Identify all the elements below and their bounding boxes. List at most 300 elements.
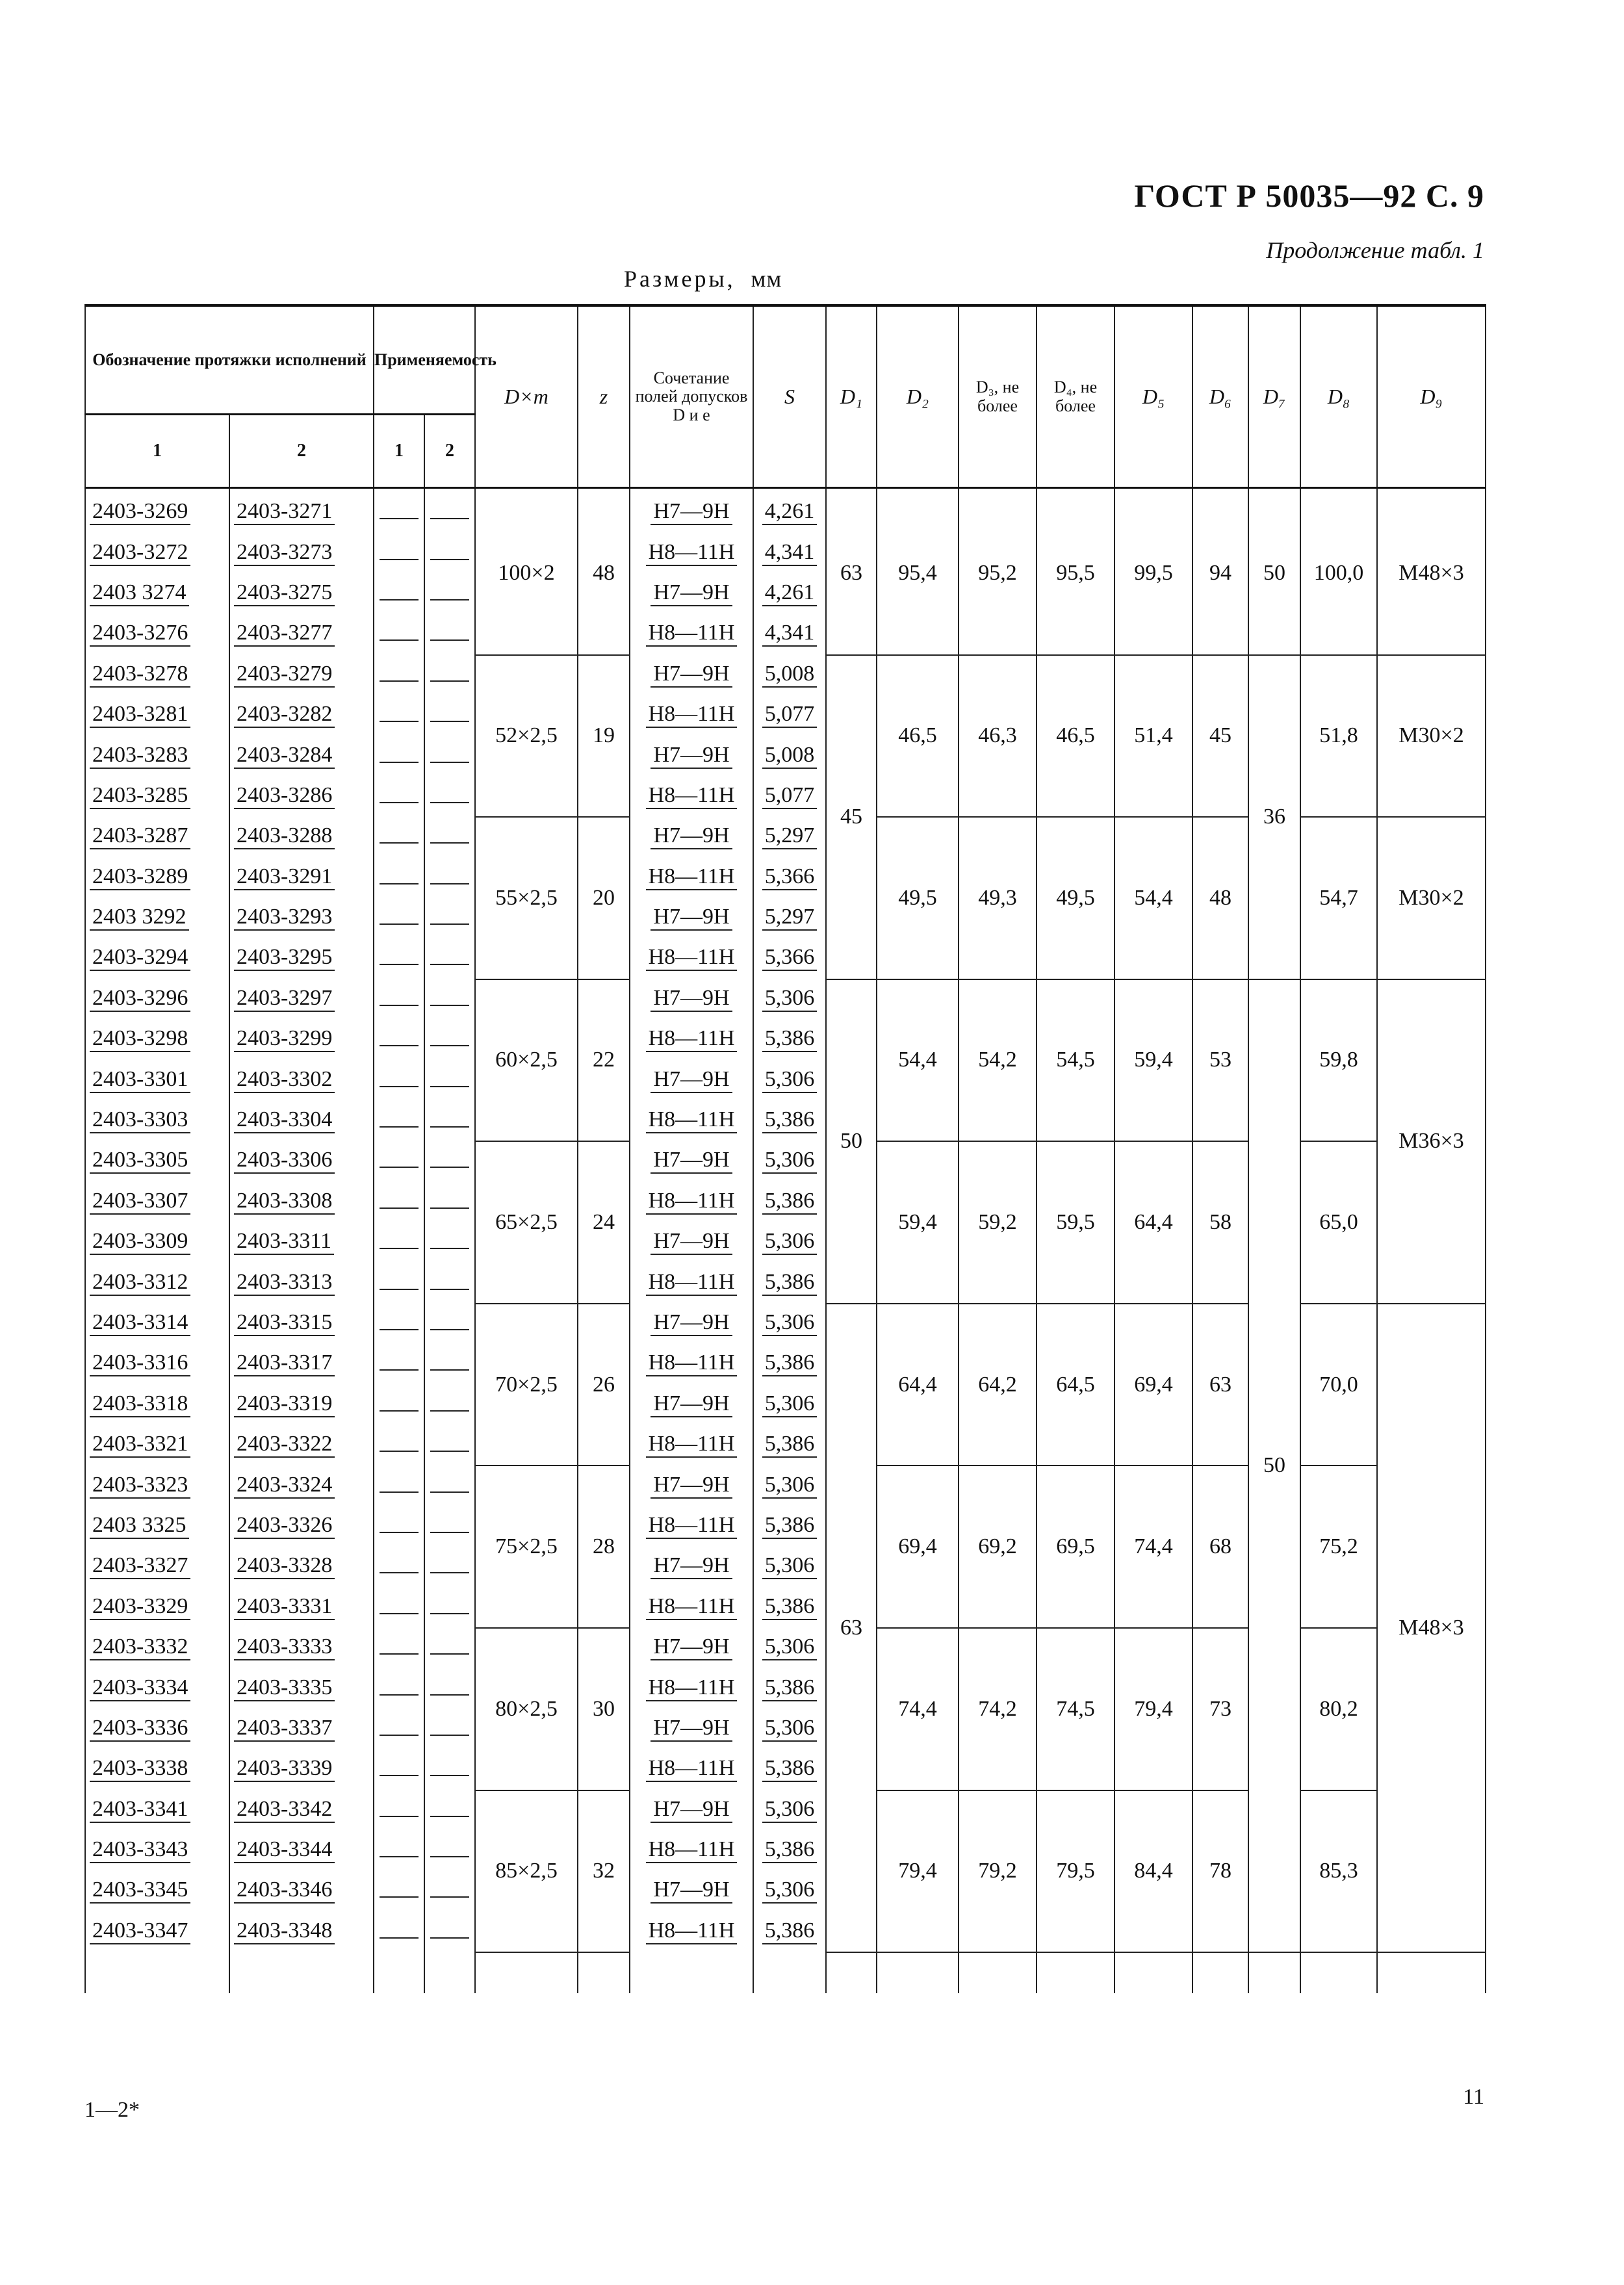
blank-line <box>380 747 419 763</box>
designation-2: 2403-3302 <box>234 1068 335 1093</box>
blank-line <box>380 1396 419 1412</box>
s-value: 4,341 <box>762 622 818 647</box>
d7-cell: 50 <box>1248 488 1300 655</box>
d4-cell: 79,5 <box>1037 1790 1115 1953</box>
designation-2-cell <box>229 1222 374 1263</box>
s-cell <box>753 1263 826 1303</box>
designation-1-cell <box>85 1628 229 1668</box>
designation-1: 2403-3318 <box>90 1393 190 1417</box>
blank-line <box>380 1558 419 1573</box>
blank-line <box>380 1599 419 1614</box>
blank-line <box>430 1558 469 1573</box>
applicability-1-cell <box>374 1668 424 1709</box>
s-cell <box>753 1060 826 1100</box>
s-value: 5,306 <box>762 1879 818 1904</box>
applicability-2-cell <box>424 1547 475 1587</box>
s-cell <box>753 858 826 898</box>
blank-line <box>380 1355 419 1371</box>
s-cell <box>753 1020 826 1060</box>
tolerance-value: H7—9H <box>651 582 732 606</box>
s-value: 5,386 <box>762 1190 818 1215</box>
empty-cell <box>229 1952 374 1993</box>
s-cell <box>753 1709 826 1749</box>
z-cell: 26 <box>578 1304 630 1466</box>
applicability-2-cell <box>424 1304 475 1344</box>
empty-cell <box>753 1952 826 1993</box>
d1-cell: 63 <box>826 1304 877 1952</box>
designation-1: 2403-3278 <box>90 663 190 688</box>
designation-1-cell <box>85 1060 229 1100</box>
s-cell <box>753 1668 826 1709</box>
applicability-1-cell <box>374 817 424 857</box>
blank-line <box>430 990 469 1006</box>
designation-1: 2403-3329 <box>90 1595 190 1620</box>
d8-cell: 51,8 <box>1300 655 1377 818</box>
blank-line <box>430 747 469 763</box>
tolerance-cell <box>630 817 753 857</box>
applicability-1-cell <box>374 1263 424 1303</box>
s-value: 5,306 <box>762 1149 818 1174</box>
s-cell <box>753 1425 826 1465</box>
d8-cell: 70,0 <box>1300 1304 1377 1466</box>
s-value: 5,077 <box>762 784 818 809</box>
designation-2-cell <box>229 1506 374 1547</box>
designation-1-cell <box>85 1831 229 1871</box>
blank-line <box>430 625 469 641</box>
empty-cell <box>1115 1952 1192 1993</box>
tolerance-value: H7—9H <box>651 663 732 688</box>
applicability-1-cell <box>374 1182 424 1222</box>
applicability-1-cell <box>374 1344 424 1384</box>
s-value: 5,366 <box>762 866 818 890</box>
d4-cell: 54,5 <box>1037 979 1115 1142</box>
footer-signature: 1—2* <box>84 2098 140 2122</box>
blank-line <box>430 1355 469 1371</box>
designation-2-cell <box>229 1060 374 1100</box>
designation-1-cell <box>85 1304 229 1344</box>
applicability-1-cell <box>374 1385 424 1425</box>
tolerance-cell <box>630 1304 753 1344</box>
blank-line <box>430 706 469 722</box>
applicability-1-cell <box>374 938 424 979</box>
applicability-1-cell <box>374 858 424 898</box>
s-cell <box>753 777 826 817</box>
designation-2-cell <box>229 1790 374 1831</box>
tolerance-value: H8—11H <box>646 1757 738 1782</box>
s-cell <box>753 1588 826 1628</box>
empty-cell <box>1248 1952 1300 1993</box>
d2-cell: 69,4 <box>877 1465 959 1628</box>
tolerance-value: H8—11H <box>646 946 738 971</box>
designation-1: 2403-3283 <box>90 744 190 769</box>
blank-line <box>430 1193 469 1209</box>
tolerance-cell <box>630 1547 753 1587</box>
designation-1-cell <box>85 1101 229 1141</box>
tolerance-cell <box>630 1020 753 1060</box>
s-value: 5,306 <box>762 1474 818 1499</box>
s-cell <box>753 1831 826 1871</box>
designation-1-cell <box>85 1749 229 1790</box>
blank-line <box>380 869 419 884</box>
designation-1: 2403-3281 <box>90 703 190 728</box>
blank-line <box>380 788 419 803</box>
designation-1: 2403-3336 <box>90 1717 190 1742</box>
designation-1-cell <box>85 979 229 1020</box>
s-value: 5,008 <box>762 663 818 688</box>
dxm-cell: 85×2,5 <box>475 1790 578 1953</box>
designation-2: 2403-3291 <box>234 866 335 890</box>
designation-1: 2403-3305 <box>90 1149 190 1174</box>
tolerance-cell <box>630 898 753 938</box>
applicability-2-cell <box>424 1263 475 1303</box>
s-value: 5,306 <box>762 1230 818 1255</box>
blank-line <box>430 1152 469 1168</box>
tolerance-cell <box>630 1465 753 1506</box>
designation-2: 2403-3299 <box>234 1027 335 1052</box>
designation-1-cell <box>85 858 229 898</box>
applicability-2-cell <box>424 1749 475 1790</box>
d2-cell: 95,4 <box>877 488 959 655</box>
tolerance-value: H8—11H <box>646 541 738 566</box>
s-cell <box>753 655 826 695</box>
applicability-2-cell <box>424 898 475 938</box>
tolerance-cell <box>630 1668 753 1709</box>
units-label <box>624 265 782 292</box>
blank-line <box>430 1923 469 1939</box>
s-value: 4,261 <box>762 582 818 606</box>
designation-1-cell <box>85 736 229 776</box>
blank-line <box>430 949 469 965</box>
d1-cell: 50 <box>826 979 877 1304</box>
designation-2-cell <box>229 1465 374 1506</box>
tolerance-cell <box>630 858 753 898</box>
page-number: 11 <box>1463 2085 1484 2109</box>
blank-line <box>380 949 419 965</box>
designation-1-cell <box>85 1020 229 1060</box>
s-value: 5,386 <box>762 1271 818 1296</box>
s-value: 5,386 <box>762 1514 818 1539</box>
designation-2: 2403-3346 <box>234 1879 335 1904</box>
blank-line <box>380 1923 419 1939</box>
z-cell: 24 <box>578 1141 630 1304</box>
designation-2: 2403-3322 <box>234 1433 335 1458</box>
designation-2: 2403-3284 <box>234 744 335 769</box>
d3-cell: 46,3 <box>959 655 1037 818</box>
designation-2-cell <box>229 1425 374 1465</box>
applicability-1-cell <box>374 1790 424 1831</box>
table-tail <box>85 1952 1486 1993</box>
designation-2-cell <box>229 1141 374 1181</box>
d4-cell: 95,5 <box>1037 488 1115 655</box>
applicability-1-cell <box>374 1425 424 1465</box>
s-value: 4,261 <box>762 500 818 525</box>
blank-line <box>380 1720 419 1736</box>
dxm-cell: 100×2 <box>475 488 578 655</box>
designation-2: 2403-3315 <box>234 1311 335 1336</box>
empty-cell <box>475 1952 578 1993</box>
d8-cell: 54,7 <box>1300 817 1377 979</box>
d4-cell: 69,5 <box>1037 1465 1115 1628</box>
applicability-2-cell <box>424 533 475 573</box>
applicability-2-cell <box>424 1790 475 1831</box>
designation-1: 2403-3312 <box>90 1271 190 1296</box>
designation-1-cell <box>85 695 229 736</box>
s-value: 5,306 <box>762 1311 818 1336</box>
applicability-1-cell <box>374 777 424 817</box>
applicability-2-cell <box>424 777 475 817</box>
table-body <box>85 488 1486 1994</box>
dxm-cell: 80×2,5 <box>475 1628 578 1790</box>
designation-1-cell <box>85 488 229 534</box>
tolerance-value: H7—9H <box>651 1230 732 1255</box>
blank-line <box>430 585 469 600</box>
designation-1-cell <box>85 777 229 817</box>
designation-2-cell <box>229 1749 374 1790</box>
col-d7: D₇ <box>1248 305 1300 488</box>
applicability-1-cell <box>374 736 424 776</box>
s-cell <box>753 1344 826 1384</box>
d8-cell: 59,8 <box>1300 979 1377 1142</box>
col-d8: D₈ <box>1300 305 1377 488</box>
z-cell: 19 <box>578 655 630 818</box>
dxm-cell: 70×2,5 <box>475 1304 578 1466</box>
designation-2-cell <box>229 1588 374 1628</box>
d2-cell: 46,5 <box>877 655 959 818</box>
z-cell: 32 <box>578 1790 630 1953</box>
tolerance-value: H8—11H <box>646 622 738 647</box>
blank-line <box>430 1842 469 1857</box>
tolerance-value: H7—9H <box>651 744 732 769</box>
blank-line <box>380 585 419 600</box>
designation-1: 2403-3347 <box>90 1920 190 1944</box>
s-cell <box>753 695 826 736</box>
blank-line <box>430 909 469 925</box>
d5-cell: 54,4 <box>1115 817 1192 979</box>
tolerance-cell <box>630 1344 753 1384</box>
s-cell <box>753 1749 826 1790</box>
designation-2-cell <box>229 695 374 736</box>
blank-line <box>380 1274 419 1290</box>
d5-cell: 59,4 <box>1115 979 1192 1142</box>
tolerance-cell <box>630 1912 753 1952</box>
blank-line <box>380 1031 419 1046</box>
tolerance-value: H8—11H <box>646 1352 738 1376</box>
blank-line <box>430 1639 469 1655</box>
s-value: 5,306 <box>762 1555 818 1579</box>
designation-1: 2403-3341 <box>90 1798 190 1823</box>
applicability-2-cell <box>424 1709 475 1749</box>
designation-2-cell <box>229 1385 374 1425</box>
designation-2: 2403-3304 <box>234 1109 335 1133</box>
blank-line <box>380 1193 419 1209</box>
tolerance-cell <box>630 1749 753 1790</box>
dxm-cell: 55×2,5 <box>475 817 578 979</box>
col-dxm: D×m <box>475 305 578 488</box>
tolerance-cell <box>630 1060 753 1100</box>
s-cell <box>753 1628 826 1668</box>
designation-2: 2403-3288 <box>234 825 335 849</box>
blank-line <box>430 666 469 682</box>
applicability-2-cell <box>424 1506 475 1547</box>
tolerance-cell <box>630 1790 753 1831</box>
empty-cell <box>1037 1952 1115 1993</box>
s-value: 5,306 <box>762 987 818 1012</box>
applicability-1-cell <box>374 898 424 938</box>
d6-cell: 63 <box>1192 1304 1248 1466</box>
designation-1: 2403-3269 <box>90 500 190 525</box>
designation-1: 2403-3296 <box>90 987 190 1012</box>
applicability-1-cell <box>374 1465 424 1506</box>
s-value: 5,297 <box>762 906 818 931</box>
d5-cell: 84,4 <box>1115 1790 1192 1953</box>
applicability-1-cell <box>374 1588 424 1628</box>
designation-2: 2403-3339 <box>234 1757 335 1782</box>
applicability-1-cell <box>374 1222 424 1263</box>
d4-cell: 74,5 <box>1037 1628 1115 1790</box>
tolerance-value: H7—9H <box>651 825 732 849</box>
tolerance-cell <box>630 1871 753 1911</box>
applicability-2-cell <box>424 655 475 695</box>
blank-line <box>380 1436 419 1452</box>
s-cell <box>753 533 826 573</box>
designation-1-cell <box>85 1709 229 1749</box>
col-s: S <box>753 305 826 488</box>
designation-1: 2403-3272 <box>90 541 190 566</box>
s-cell <box>753 1222 826 1263</box>
d8-cell: 75,2 <box>1300 1465 1377 1628</box>
designation-1-cell <box>85 1222 229 1263</box>
applicability-1-cell <box>374 1304 424 1344</box>
designation-2: 2403-3344 <box>234 1839 335 1863</box>
tolerance-value: H8—11H <box>646 1839 738 1863</box>
s-value: 5,306 <box>762 1798 818 1823</box>
d8-cell: 85,3 <box>1300 1790 1377 1953</box>
designation-1-cell <box>85 1385 229 1425</box>
empty-cell <box>630 1952 753 1993</box>
designation-1: 2403-3285 <box>90 784 190 809</box>
col-applicability-1: 1 <box>374 415 424 488</box>
designation-1: 2403-3314 <box>90 1311 190 1336</box>
d4-cell: 64,5 <box>1037 1304 1115 1466</box>
designation-2: 2403-3317 <box>234 1352 335 1376</box>
designation-2-cell <box>229 898 374 938</box>
s-cell <box>753 1871 826 1911</box>
applicability-1-cell <box>374 1871 424 1911</box>
d4-cell: 59,5 <box>1037 1141 1115 1304</box>
tolerance-cell <box>630 1182 753 1222</box>
tolerance-cell <box>630 736 753 776</box>
applicability-2-cell <box>424 695 475 736</box>
applicability-2-cell <box>424 1425 475 1465</box>
designation-2-cell <box>229 488 374 534</box>
designation-1: 2403 3274 <box>90 582 189 606</box>
designation-2-cell <box>229 1263 374 1303</box>
designation-1-cell <box>85 1344 229 1384</box>
col-designation-1: 1 <box>85 415 229 488</box>
s-cell <box>753 1141 826 1181</box>
tolerance-value: H7—9H <box>651 1149 732 1174</box>
blank-line <box>380 1072 419 1087</box>
designation-2: 2403-3282 <box>234 703 335 728</box>
table-row <box>85 979 1486 1020</box>
applicability-2-cell <box>424 1912 475 1952</box>
designation-2-cell <box>229 736 374 776</box>
designation-2-cell <box>229 1628 374 1668</box>
dxm-cell: 65×2,5 <box>475 1141 578 1304</box>
units-value: мм <box>751 266 782 292</box>
col-z: z <box>578 305 630 488</box>
applicability-2-cell <box>424 1385 475 1425</box>
tolerance-cell <box>630 655 753 695</box>
s-cell <box>753 1912 826 1952</box>
blank-line <box>380 1233 419 1249</box>
col-d3: D₃, не более <box>959 305 1037 488</box>
empty-cell <box>1300 1952 1377 1993</box>
d3-cell: 54,2 <box>959 979 1037 1142</box>
blank-line <box>430 1477 469 1493</box>
tolerance-cell <box>630 533 753 573</box>
designation-2-cell <box>229 1871 374 1911</box>
designation-1-cell <box>85 1425 229 1465</box>
designation-2: 2403-3335 <box>234 1677 335 1701</box>
designation-1: 2403-3316 <box>90 1352 190 1376</box>
designation-1-cell <box>85 655 229 695</box>
d8-cell: 65,0 <box>1300 1141 1377 1304</box>
applicability-1-cell <box>374 1628 424 1668</box>
tolerance-value: H7—9H <box>651 1068 732 1093</box>
d6-cell: 68 <box>1192 1465 1248 1628</box>
col-designation-2: 2 <box>229 415 374 488</box>
col-d6: D₆ <box>1192 305 1248 488</box>
d1-cell: 45 <box>826 655 877 979</box>
designation-1-cell <box>85 533 229 573</box>
designation-2: 2403-3313 <box>234 1271 335 1296</box>
designation-2: 2403-3273 <box>234 541 335 566</box>
s-cell <box>753 1506 826 1547</box>
s-value: 5,386 <box>762 1920 818 1944</box>
d6-cell: 94 <box>1192 488 1248 655</box>
d8-cell: 80,2 <box>1300 1628 1377 1790</box>
z-cell: 20 <box>578 817 630 979</box>
s-value: 5,386 <box>762 1677 818 1701</box>
tolerance-value: H7—9H <box>651 1879 732 1904</box>
designation-2: 2403-3328 <box>234 1555 335 1579</box>
d2-cell: 79,4 <box>877 1790 959 1953</box>
s-value: 5,386 <box>762 1839 818 1863</box>
blank-line <box>380 1517 419 1533</box>
designation-1: 2403-3289 <box>90 866 190 890</box>
table-continuation-note: Продолжение табл. 1 <box>1266 237 1484 263</box>
designation-2-cell <box>229 655 374 695</box>
blank-line <box>380 1477 419 1493</box>
tolerance-cell <box>630 1141 753 1181</box>
tolerance-cell <box>630 1425 753 1465</box>
blank-line <box>430 1436 469 1452</box>
d9-cell: M48×3 <box>1377 488 1486 655</box>
blank-line <box>380 990 419 1006</box>
applicability-2-cell <box>424 1588 475 1628</box>
d2-cell: 59,4 <box>877 1141 959 1304</box>
tolerance-cell <box>630 695 753 736</box>
s-value: 5,306 <box>762 1717 818 1742</box>
d7-cell: 36 <box>1248 655 1300 979</box>
blank-line <box>380 1152 419 1168</box>
z-cell: 22 <box>578 979 630 1142</box>
tolerance-value: H8—11H <box>646 1109 738 1133</box>
d5-cell: 99,5 <box>1115 488 1192 655</box>
tolerance-value: H8—11H <box>646 1190 738 1215</box>
applicability-1-cell <box>374 655 424 695</box>
